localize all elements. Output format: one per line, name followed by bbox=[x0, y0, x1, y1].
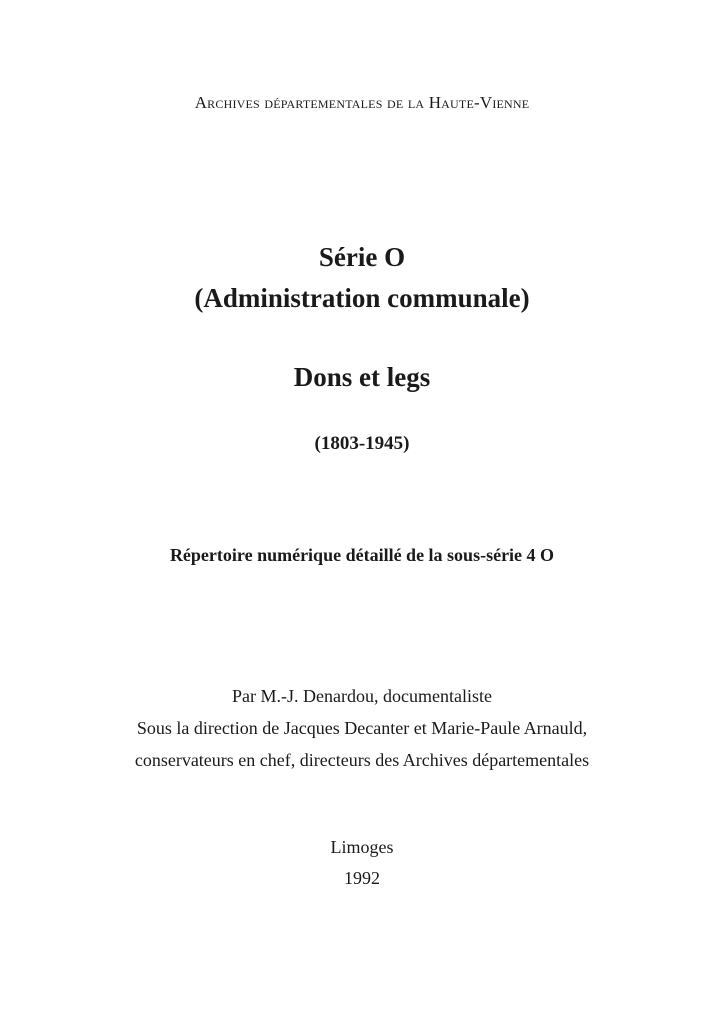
date-range: (1803-1945) bbox=[314, 433, 410, 454]
document-title: Dons et legs bbox=[293, 362, 431, 392]
roles-credit: conservateurs en chef, directeurs des Archives départementales bbox=[134, 750, 590, 770]
imprint-place: Limoges bbox=[330, 837, 394, 857]
series-subtitle: (Administration communale) bbox=[194, 283, 530, 313]
author-credit: Par M.-J. Denardou, documentaliste bbox=[232, 686, 492, 706]
direction-credit: Sous la direction de Jacques Decanter et Marie-Paule Arnauld, bbox=[136, 718, 588, 738]
repertoire-subtitle: Répertoire numérique détaillé de la sous-série 4 O bbox=[169, 545, 555, 565]
institution-header: Archives départementales de la Haute-Vienne bbox=[194, 93, 530, 112]
imprint-year: 1992 bbox=[344, 868, 380, 888]
series-title: Série O bbox=[318, 242, 406, 272]
